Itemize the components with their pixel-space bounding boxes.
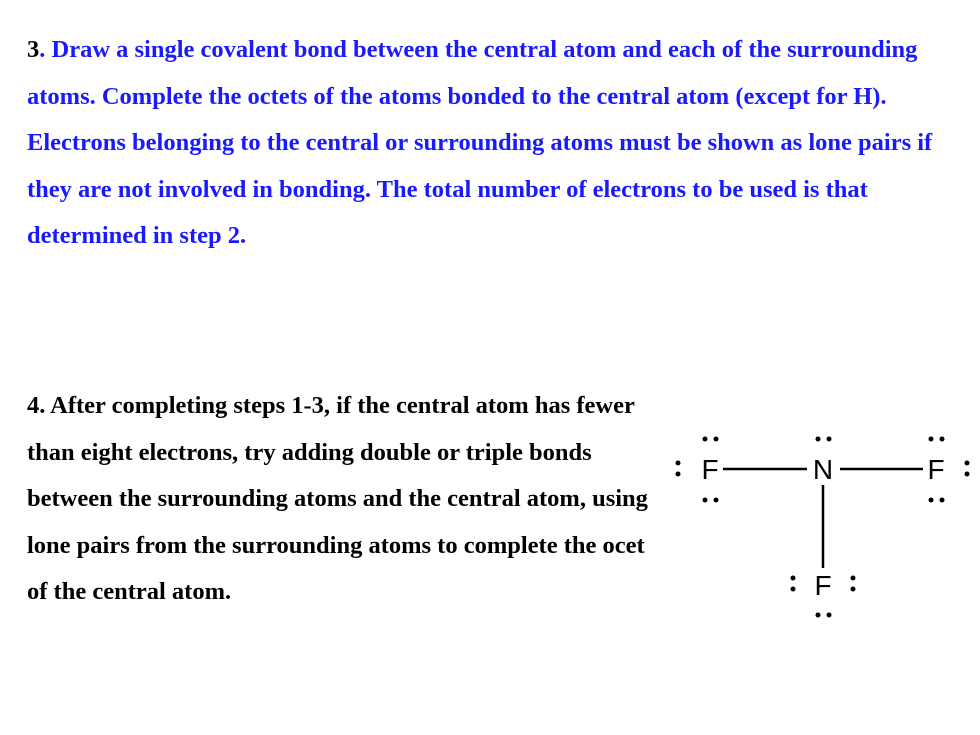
lone-pair-bottom-f-left [791, 576, 796, 592]
step-3-number: 3 [27, 36, 40, 63]
lone-pair-left-f-top [703, 437, 719, 442]
step-3-text: . Draw a single covalent bond between the central atom and each of the surrounding atoms. Complete the octets of the atoms bonded to the central atom (except for H). Electrons belonging to the central or surrounding atoms must be shown as lone pairs if they are not involved in bonding. The total number of electrons to be used is that determined in step 2. [27, 36, 933, 249]
lone-pair-right-f-right [965, 461, 970, 477]
step-4-paragraph: 4. After completing steps 1-3, if the central atom has fewer than eight electrons, try adding double or triple bonds between the surrounding atoms and the central atom, using lone pairs from the surrounding atoms to complete the ocet of the central atom. [27, 392, 648, 605]
atom-central-nitrogen: N [812, 454, 834, 485]
lone-pair-bottom-f-right [851, 576, 856, 592]
lone-pair-left-f-bottom [703, 498, 719, 503]
nf3-lewis-structure [660, 415, 980, 635]
atom-right-fluorine: F [927, 454, 945, 485]
lone-pair-bottom-f-bottom [816, 613, 832, 618]
lone-pair-n-top [816, 437, 832, 442]
lone-pair-right-f-top [929, 437, 945, 442]
step-3-paragraph [27, 27, 967, 260]
lone-pair-left-f-left [676, 461, 681, 477]
atom-left-fluorine: F [701, 454, 719, 485]
lone-pair-right-f-bottom [929, 498, 945, 503]
atom-bottom-fluorine: F [814, 570, 832, 601]
